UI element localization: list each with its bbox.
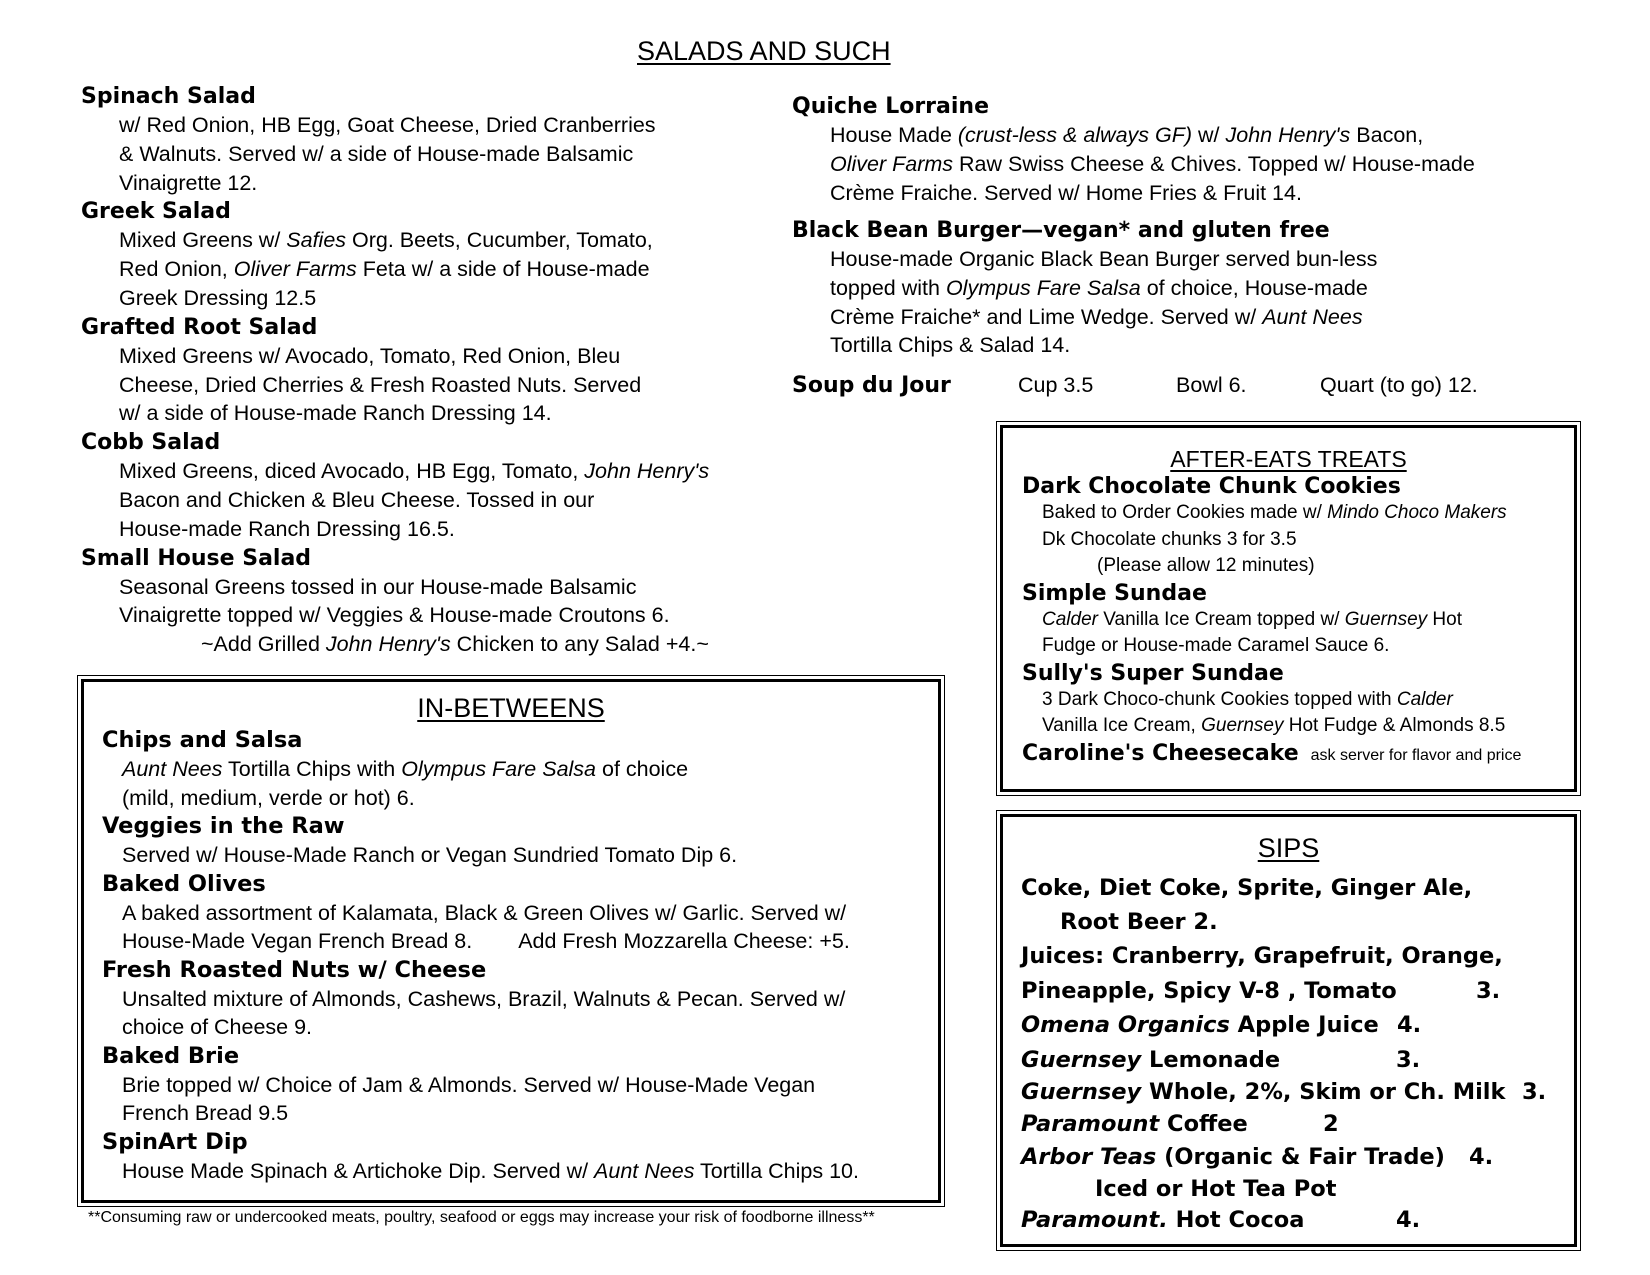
item-desc: Vanilla Ice Cream, Guernsey Hot Fudge & Almonds 8.5 bbox=[1042, 715, 1506, 736]
inbetweens-box bbox=[81, 679, 941, 1203]
drink-price: 2 bbox=[1323, 1111, 1339, 1137]
item-desc: House-made Organic Black Bean Burger served bun-less bbox=[830, 247, 1378, 271]
item-desc: Fudge or House-made Caramel Sauce 6. bbox=[1042, 635, 1390, 656]
item-desc: choice of Cheese 9. bbox=[122, 1015, 313, 1039]
item-desc: Bacon and Chicken & Bleu Cheese. Tossed in our bbox=[119, 487, 595, 512]
item-name: Dark Chocolate Chunk Cookies bbox=[1022, 474, 1401, 499]
item-name: Cobb Salad bbox=[81, 430, 221, 456]
drink-line: Guernsey Lemonade bbox=[1021, 1047, 1281, 1073]
item-desc: Tortilla Chips & Salad 14. bbox=[830, 333, 1071, 358]
item-name: Spinach Salad bbox=[81, 84, 256, 109]
item-name: Soup du Jour bbox=[792, 373, 951, 398]
drink-line: Root Beer 2. bbox=[1060, 909, 1218, 935]
item-desc: House-made Ranch Dressing 16.5. bbox=[119, 516, 455, 541]
section-title: SIPS bbox=[1257, 833, 1320, 863]
item-desc: Served w/ House-Made Ranch or Vegan Sundried Tomato Dip 6. bbox=[122, 843, 738, 867]
drink-price: 3. bbox=[1396, 1047, 1421, 1073]
item-desc: Crème Fraiche. Served w/ Home Fries & Fruit 14. bbox=[830, 180, 1302, 205]
item-desc: 3 Dark Choco-chunk Cookies topped with Calder bbox=[1042, 688, 1453, 710]
entrees-section bbox=[792, 92, 1475, 207]
soup-cup-price: Cup 3.5 bbox=[1018, 373, 1094, 397]
burger-section bbox=[792, 216, 1377, 360]
drink-price: 4. bbox=[1469, 1144, 1494, 1170]
item-desc: Dk Chocolate chunks 3 for 3.5 bbox=[1042, 528, 1297, 550]
item-name: Baked Brie bbox=[102, 1042, 240, 1069]
item-desc: Vinaigrette topped w/ Veggies & House-made Croutons 6. bbox=[119, 603, 670, 628]
drink-line: Coke, Diet Coke, Sprite, Ginger Ale, bbox=[1021, 875, 1473, 901]
item-desc: Seasonal Greens tossed in our House-made Balsamic bbox=[119, 574, 637, 599]
drink-line: Omena Organics Apple Juice bbox=[1021, 1012, 1379, 1038]
item-name: Caroline's Cheesecake ask server for flavor and price bbox=[1022, 740, 1522, 766]
drink-price: 4. bbox=[1397, 1012, 1422, 1038]
item-desc: A baked assortment of Kalamata, Black & Green Olives w/ Garlic. Served w/ bbox=[122, 900, 847, 925]
drink-line: Paramount Coffee bbox=[1021, 1111, 1248, 1137]
item-desc: Mixed Greens w/ Safies Org. Beets, Cucumber, Tomato, bbox=[119, 228, 653, 253]
section-title: AFTER-EATS TREATS bbox=[1170, 446, 1407, 472]
item-name: Small House Salad bbox=[81, 545, 312, 571]
item-name: SpinArt Dip bbox=[102, 1128, 248, 1155]
item-name: Grafted Root Salad bbox=[81, 314, 318, 340]
disclaimer: **Consuming raw or undercooked meats, poultry, seafood or eggs may increase your risk of foodborne illness** bbox=[88, 1209, 875, 1226]
item-desc: Crème Fraiche* and Lime Wedge. Served w/ Aunt Nees bbox=[830, 304, 1363, 329]
item-desc: French Bread 9.5 bbox=[122, 1101, 289, 1125]
drink-price: 4. bbox=[1396, 1207, 1421, 1233]
drink-line: Juices: Cranberry, Grapefruit, Orange, bbox=[1021, 943, 1503, 969]
item-desc: Unsalted mixture of Almonds, Cashews, Brazil, Walnuts & Pecan. Served w/ bbox=[122, 986, 846, 1011]
item-desc: House Made Spinach & Artichoke Dip. Served w/ Aunt Nees Tortilla Chips 10. bbox=[122, 1158, 859, 1183]
item-desc: Greek Dressing 12.5 bbox=[119, 285, 317, 310]
item-name: Veggies in the Raw bbox=[102, 813, 345, 839]
drink-line: Guernsey Whole, 2%, Skim or Ch. Milk bbox=[1021, 1079, 1506, 1105]
soup-row bbox=[792, 371, 1522, 401]
item-name: Baked Olives bbox=[102, 870, 266, 897]
drink-line: Pineapple, Spicy V-8 , Tomato bbox=[1021, 978, 1397, 1004]
item-desc: topped with Olympus Fare Salsa of choice, House-made bbox=[830, 275, 1368, 300]
item-desc: Brie topped w/ Choice of Jam & Almonds. Served w/ House-Made Vegan bbox=[122, 1072, 816, 1097]
item-desc: Calder Vanilla Ice Cream topped w/ Guernsey Hot bbox=[1042, 608, 1462, 630]
item-name: Quiche Lorraine bbox=[792, 94, 989, 119]
drink-price: 3. bbox=[1476, 978, 1501, 1004]
item-desc: & Walnuts. Served w/ a side of House-made Balsamic bbox=[119, 141, 634, 166]
item-name: Greek Salad bbox=[81, 199, 231, 225]
item-desc: w/ a side of House-made Ranch Dressing 14. bbox=[119, 401, 552, 426]
item-desc: Cheese, Dried Cherries & Fresh Roasted Nuts. Served bbox=[119, 372, 642, 397]
item-note: (Please allow 12 minutes) bbox=[1097, 555, 1315, 576]
item-desc: Aunt Nees Tortilla Chips with Olympus Fare Salsa of choice bbox=[122, 757, 689, 781]
item-desc: (mild, medium, verde or hot) 6. bbox=[122, 785, 415, 810]
item-desc: House Made (crust-less & always GF) w/ John Henry's Bacon, bbox=[830, 123, 1424, 147]
salads-section bbox=[81, 82, 709, 659]
drink-line: Arbor Teas (Organic & Fair Trade) bbox=[1021, 1144, 1445, 1170]
page-title: SALADS AND SUCH bbox=[637, 36, 891, 66]
item-desc: Mixed Greens w/ Avocado, Tomato, Red Onion, Bleu bbox=[119, 343, 621, 368]
drink-price: 3. bbox=[1522, 1079, 1547, 1105]
item-name: Simple Sundae bbox=[1022, 580, 1207, 606]
item-name: Sully's Super Sundae bbox=[1022, 660, 1284, 686]
soup-quart-price: Quart (to go) 12. bbox=[1320, 373, 1478, 397]
sips-box bbox=[1000, 814, 1577, 1247]
item-desc: Vinaigrette 12. bbox=[119, 170, 258, 195]
section-title: IN-BETWEENS bbox=[417, 693, 605, 723]
item-desc: Baked to Order Cookies made w/ Mindo Choco Makers bbox=[1042, 502, 1507, 523]
item-desc: House-Made Vegan French Bread 8. Add Fresh Mozzarella Cheese: +5. bbox=[122, 929, 850, 953]
item-desc: Oliver Farms Raw Swiss Cheese & Chives. Topped w/ House-made bbox=[830, 151, 1475, 176]
item-desc: Mixed Greens, diced Avocado, HB Egg, Tomato, John Henry's bbox=[119, 459, 710, 484]
item-desc: w/ Red Onion, HB Egg, Goat Cheese, Dried Cranberries bbox=[119, 113, 656, 137]
drink-line: Paramount. Hot Cocoa bbox=[1021, 1207, 1305, 1233]
item-name: Black Bean Burger—vegan* and gluten free bbox=[792, 218, 1330, 243]
item-name: Fresh Roasted Nuts w/ Cheese bbox=[102, 956, 487, 983]
salad-addon-note: ~Add Grilled John Henry's Chicken to any Salad +4.~ bbox=[201, 632, 709, 657]
cheesecake-note: ask server for flavor and price bbox=[1310, 746, 1522, 764]
drink-line: Iced or Hot Tea Pot bbox=[1095, 1176, 1337, 1202]
item-desc: Red Onion, Oliver Farms Feta w/ a side of House-made bbox=[119, 257, 650, 282]
item-name: Chips and Salsa bbox=[102, 727, 303, 753]
soup-bowl-price: Bowl 6. bbox=[1176, 373, 1247, 397]
treats-box bbox=[1000, 425, 1577, 792]
